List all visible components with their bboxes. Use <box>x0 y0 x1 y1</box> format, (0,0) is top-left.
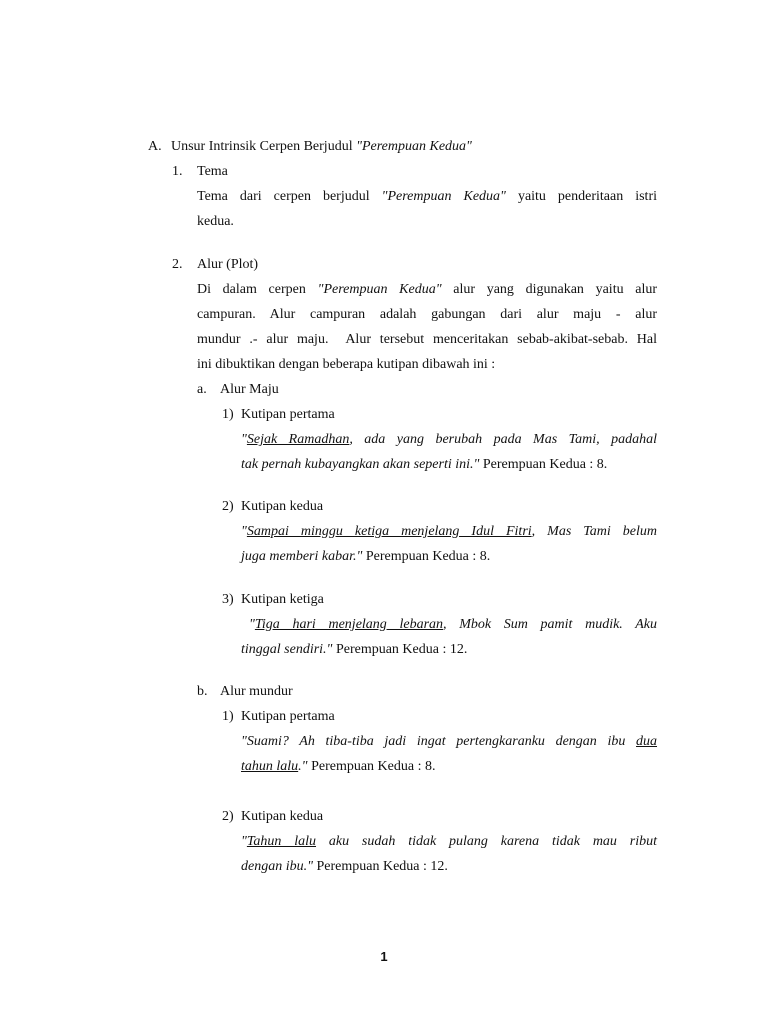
quote-line-1: , ada yang berubah pada Mas Tami, padahal <box>349 432 657 447</box>
subsection-label: Alur mundur <box>220 684 293 699</box>
tema-text-2: yaitu penderitaan istri <box>517 189 657 204</box>
quote-number: 2) <box>222 809 234 824</box>
quote-line-1: aku sudah tidak pulang karena tidak mau ribut <box>316 834 657 849</box>
quote-line-1: , Mbok Sum pamit mudik. Aku <box>443 617 657 632</box>
quote-body <box>241 612 657 662</box>
quote-body <box>241 427 657 477</box>
subsection-marker: a. <box>197 382 207 397</box>
alur-story: "Perempuan Kedua" <box>317 282 442 297</box>
quote-line-2: ." <box>298 759 308 774</box>
subsection-label: Alur Maju <box>220 382 279 397</box>
tema-text-1: Tema dari cerpen berjudul <box>197 189 370 204</box>
quote-line-1: "Suami? Ah tiba-tiba jadi ingat pertengkaranku dengan ibu <box>241 734 626 749</box>
quote-line-1: , Mas Tami belum <box>531 524 657 539</box>
quote-underlined-phrase: Sejak Ramadhan <box>246 432 350 447</box>
quote-line-2: juga memberi kabar." <box>241 549 363 564</box>
page-number: 1 <box>380 949 388 964</box>
item-heading: Alur (Plot) <box>197 257 259 272</box>
quote-underlined-phrase: Tiga hari menjelang lebaran <box>254 617 444 632</box>
section-title: Unsur Intrinsik Cerpen Berjudul <box>171 139 353 154</box>
quote-line-2: dengan ibu." <box>241 859 313 874</box>
item-heading: Tema <box>197 164 228 179</box>
quote-label: Kutipan kedua <box>241 499 324 514</box>
subsection-marker: b. <box>197 684 208 699</box>
quote-line-2: tinggal sendiri." <box>241 642 333 657</box>
quote-number: 3) <box>222 592 234 607</box>
quote-open-mark: " <box>249 617 255 632</box>
quote-source: Perempuan Kedua : 12. <box>316 859 448 874</box>
quote-body <box>241 829 657 879</box>
quote-source: Perempuan Kedua : 8. <box>311 759 436 774</box>
tema-story: "Perempuan Kedua" <box>381 189 506 204</box>
quote-open-mark: " <box>241 524 247 539</box>
alur-text-2: campuran. Alur campuran adalah gabungan dari alur maju - alur <box>197 307 657 322</box>
section-marker: A. <box>148 139 162 154</box>
quote-label: Kutipan kedua <box>241 809 324 824</box>
quote-source: Perempuan Kedua : 12. <box>335 642 468 657</box>
quote-label: Kutipan pertama <box>241 709 335 724</box>
alur-text-3: mundur .- alur maju. Alur tersebut menceritakan sebab-akibat-sebab. Hal <box>197 332 657 347</box>
quote-number: 1) <box>222 407 234 422</box>
quote-underlined-phrase: dua <box>636 734 658 749</box>
quote-open-mark: " <box>241 432 247 447</box>
alur-paragraph <box>197 277 657 377</box>
alur-text-4: ini dibuktikan dengan beberapa kutipan dibawah ini : <box>197 357 496 372</box>
quote-source: Perempuan Kedua : 8. <box>365 549 491 564</box>
alur-text-1b: alur yang digunakan yaitu alur <box>453 282 658 297</box>
quote-source: Perempuan Kedua : 8. <box>482 457 608 472</box>
section-title-story: "Perempuan Kedua" <box>356 139 472 154</box>
quote-underlined-phrase: Sampai minggu ketiga menjelang Idul Fitri <box>246 524 532 539</box>
quote-underlined-phrase: Tahun lalu <box>246 834 317 849</box>
tema-paragraph <box>197 184 657 234</box>
quote-label: Kutipan ketiga <box>241 592 324 607</box>
quote-underlined-phrase: tahun lalu <box>241 759 299 774</box>
quote-body <box>241 729 657 779</box>
quote-open-mark: " <box>241 834 247 849</box>
quote-body <box>241 519 657 569</box>
alur-text-1a: Di dalam cerpen <box>197 282 306 297</box>
quote-line-2: tak pernah kubayangkan akan seperti ini." <box>241 457 480 472</box>
quote-number: 2) <box>222 499 234 514</box>
quote-label: Kutipan pertama <box>241 407 335 422</box>
item-number: 1. <box>172 164 183 179</box>
quote-number: 1) <box>222 709 234 724</box>
item-number: 2. <box>172 257 183 272</box>
tema-text-3: kedua. <box>197 214 234 229</box>
